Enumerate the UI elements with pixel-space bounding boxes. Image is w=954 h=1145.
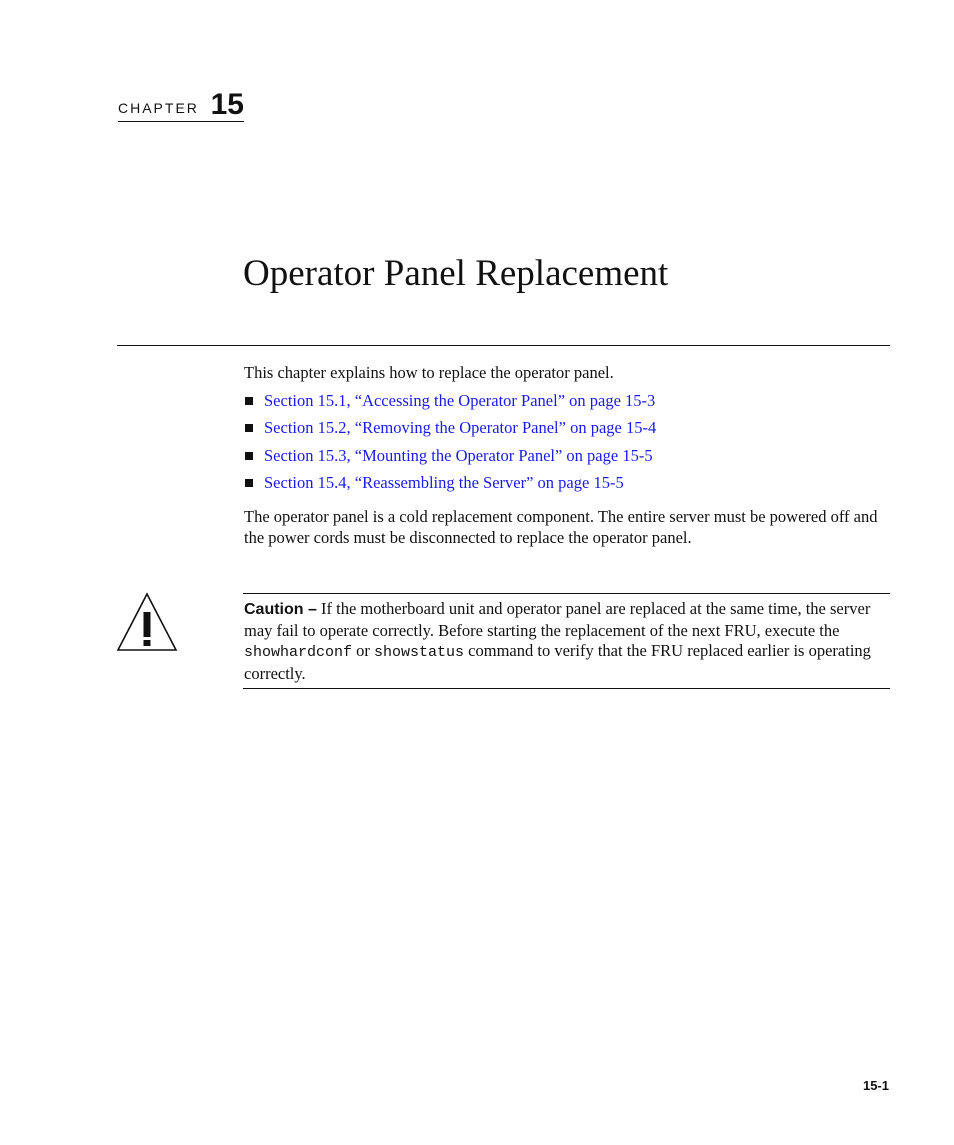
- chapter-word: CHAPTER: [118, 100, 199, 116]
- bullet-icon: [245, 424, 253, 432]
- caution-text-part-2: or: [356, 641, 370, 660]
- page-title: Operator Panel Replacement: [243, 253, 669, 294]
- bullet-icon: [245, 479, 253, 487]
- caution-label: Caution –: [244, 601, 317, 618]
- caution-text-part-3: command to verify that the FRU replaced earlier is operating correctly.: [244, 641, 871, 683]
- warning-triangle-icon: [116, 592, 178, 652]
- caution-top-rule: [243, 593, 890, 594]
- section-link-15-1[interactable]: Section 15.1, “Accessing the Operator Panel” on page 15-3: [264, 391, 656, 410]
- section-link-15-3[interactable]: Section 15.3, “Mounting the Operator Panel” on page 15-5: [264, 445, 653, 465]
- intro-paragraph: This chapter explains how to replace the operator panel.: [244, 363, 614, 382]
- description-paragraph: The operator panel is a cold replacement component. The entire server must be powered off and the power cords must be disconnected to replace the operator panel.: [244, 507, 878, 547]
- caution-text-part-1: If the motherboard unit and operator panel are replaced at the same time, the server may fail to operate correctly. Before starting the replacement of the next FRU, execute the: [244, 599, 871, 640]
- caution-bottom-rule: [243, 688, 890, 689]
- page-number: 15-1: [862, 1078, 889, 1093]
- title-divider: [117, 345, 890, 346]
- chapter-label: [118, 86, 244, 122]
- section-link-15-4[interactable]: Section 15.4, “Reassembling the Server” on page 15-5: [264, 472, 624, 492]
- bullet-icon: [245, 397, 253, 405]
- bullet-icon: [245, 452, 253, 460]
- chapter-number: 15: [210, 88, 244, 121]
- section-link-15-2[interactable]: Section 15.2, “Removing the Operator Panel” on page 15-4: [264, 418, 657, 438]
- command-showhardconf: showhardconf: [244, 644, 353, 661]
- command-showstatus: showstatus: [374, 644, 465, 661]
- caution-note: [244, 599, 890, 684]
